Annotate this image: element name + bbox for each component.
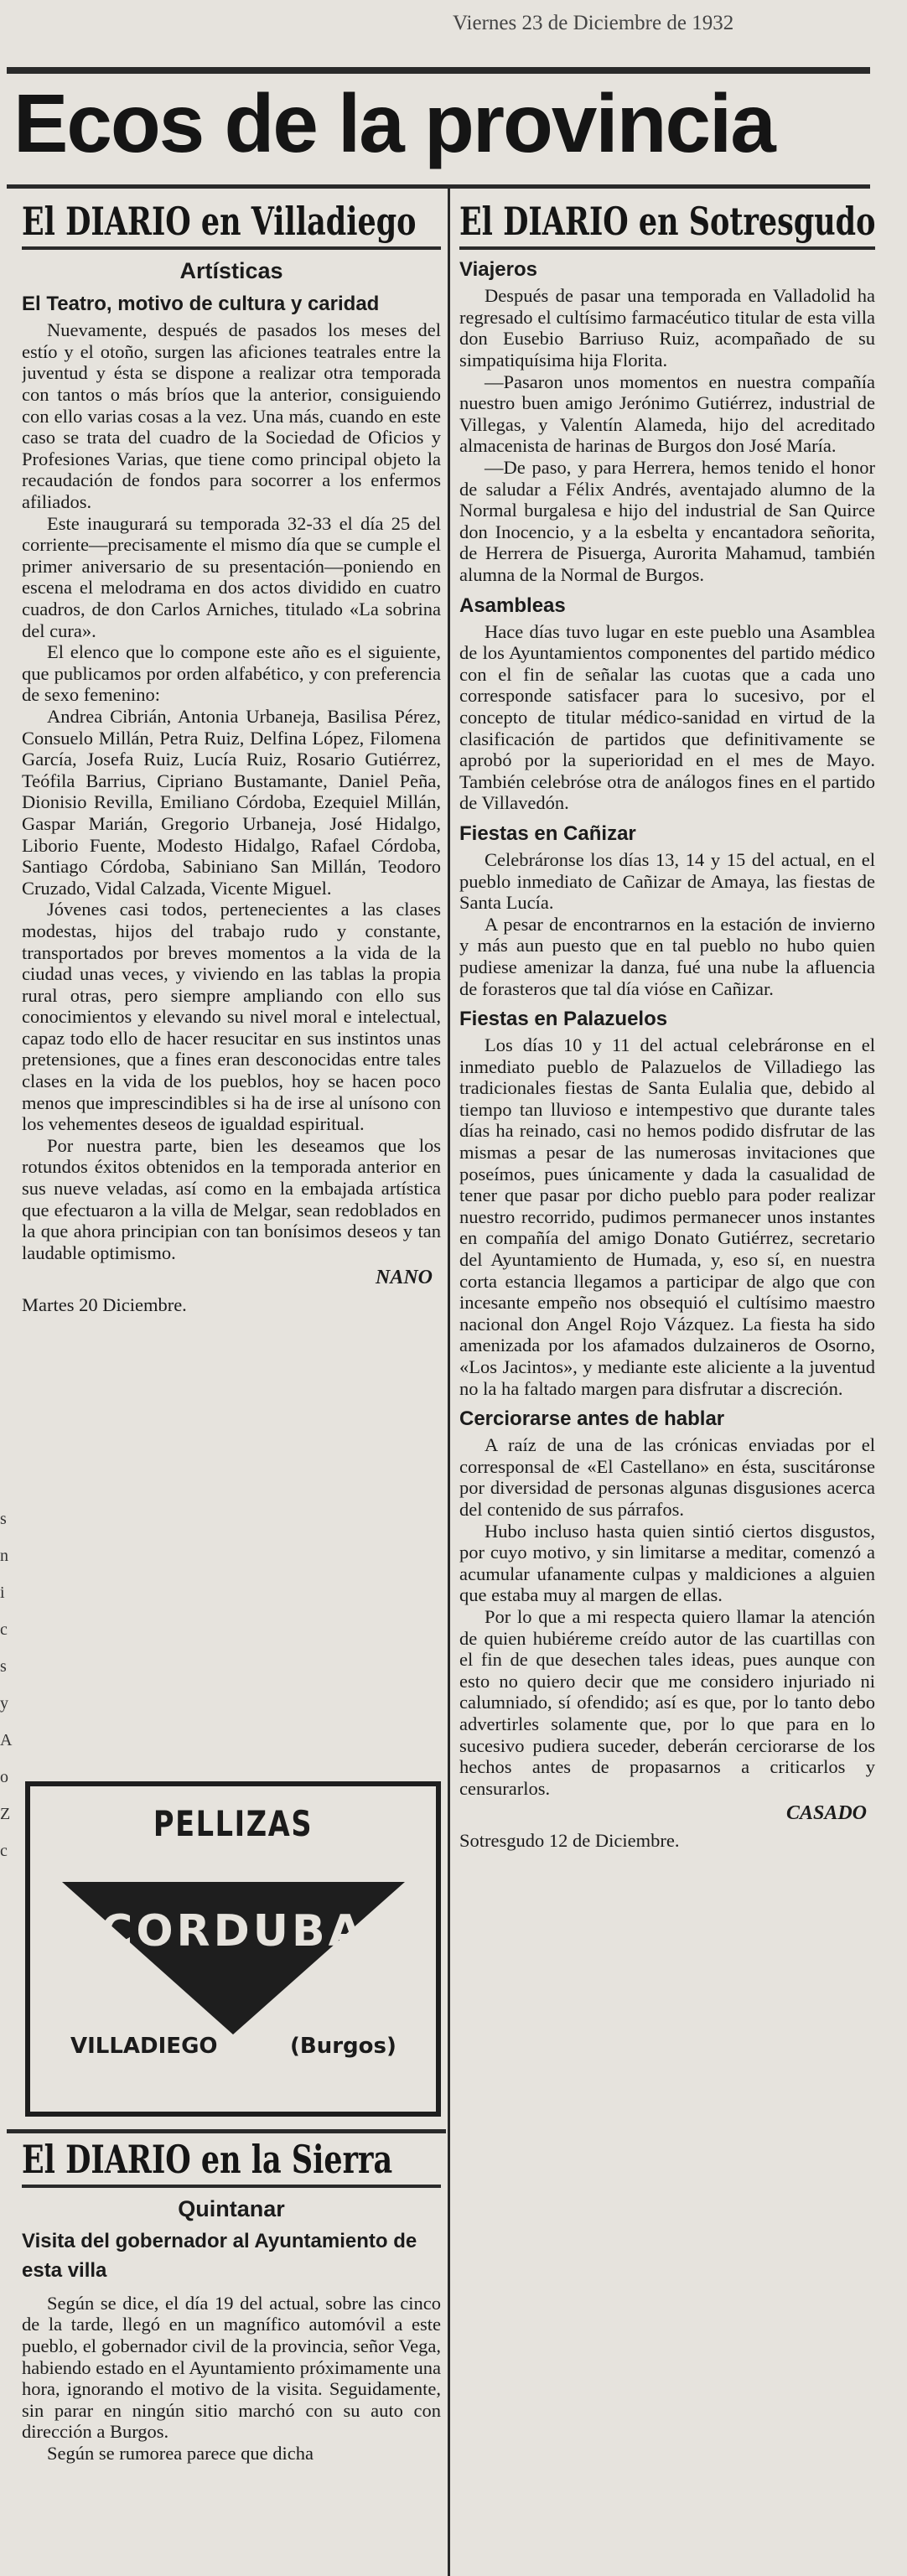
section-title-sotresgudo: El DIARIO en Sotresgudo [459,201,875,244]
article-paragraph: Según se dice, el día 19 del actual, sobre las cinco de la tarde, llegó en un magnífico automóvil a este pueblo, el gobernador civil de la provincia, señor Vega, habiendo estado en el Ayuntamiento próximamente una hora, ignorando el motivo de la visita. Seguidamente, sin parar en ningún sitio marchó con su auto con dirección a Burgos. [22,2292,441,2443]
section-rule [459,246,875,250]
ad-town: VILLADIEGO [70,2034,218,2059]
subsection-artisticas: Artísticas [179,258,283,284]
article-paragraph: Hubo incluso hasta quien sintió ciertos disgustos, por cuyo motivo, y sin limitarse a meditar, comenzó a acumular ufanamente culpas y maldiciones a alguien que estaba muy al margen de ellas. [459,1520,875,1606]
article-paragraph: Hace días tuvo lugar en este pueblo una Asamblea de los Ayuntamientos componentes del partido médico con el fin de señalar las cuotas que a cada uno corresponde satisfacer para lo sucesivo, por el concepto de titular médico-sanidad en virtud de la clasificación de partidos que definitivamente se aprobó por la superioridad en el mes de Mayo. También celebróse otra de análogos fines en el partido de Villavedón. [459,620,875,814]
margin-letter: y [0,1694,8,1713]
article-paragraph: A pesar de encontrarnos en la estación de invierno y más aun puesto que en tal pueblo no hubo quien pudiese amenizar la danza, fué una nube la afluencia de forasteros que tal día vióse en Cañizar. [459,913,875,999]
article-paragraph: Los días 10 y 11 del actual celebráronse en el inmediato pueblo de Palazuelos de Villadiego las tradicionales fiestas de Santa Eulalia que, debido al tiempo tan lluvioso e intempestivo que durante tales días ha reinado, casi no hemos podido disfrutar de las mismas a pesar de las numerosas invitaciones que poseímos, pues únicamente y dada la casualidad de tener que pasar por dicho pueblo para poder realizar nuestro recorrido, pudimos permanecer unos instantes en compañía del amigo Donato Gutiérrez, secretario del Ayuntamiento de Humada, y, eso sí, en nuestra corta estancia llegamos a participar de algo que con incesante empeño nos obsequió el cultísimo maestro nacional don Angel Rojo Vázquez. La fiesta ha sido amenizada por los afamados dulzaineros de Osorno, «Los Jacintos», y mediante este aliciente a la juventud no la ha faltado margen para disfrutar a discreción. [459,1034,875,1399]
margin-letter: o [0,1768,8,1786]
article-paragraph: Después de pasar una temporada en Valladolid ha regresado el cultísimo farmacéutico titular de esta villa don Eusebio Barriuso Ruiz, acompañado de su simpatiquísima hija Florita. [459,285,875,371]
margin-letter: Z [0,1805,11,1823]
article-paragraph: —De paso, y para Herrera, hemos tenido el honor de saludar a Félix Andrés, aventajado alumno de la Normal burgalesa e hijo del industrial de San Quirce don Inocencio, y a la esbelta y encantadora señorita, de Herrera de Pisuerga, Aurorita Mahamud, también alumna de la Normal de Burgos. [459,457,875,586]
heading-asambleas: Asambleas [459,593,566,617]
article-headline-visita: Visita del gobernador al Ayuntamiento de esta villa [22,2230,417,2283]
margin-letter: n [0,1547,8,1565]
margin-letters [0,1501,13,1869]
heading-cerciorarse: Cerciorarse antes de hablar [459,1407,725,1431]
left-column-villadiego [22,201,441,1752]
article-paragraph: Nuevamente, después de pasados los meses del estío y el otoño, surgen las aficiones teatrales entre la juventud y ésta se dispone a realizar otra temporada con tantos o más bríos que la anterior, consiguiendo con ello varias cosas a la vez. Una más, cuando en este caso se trata del cuadro de la Sociedad de Oficios y Profesiones Varias, que tiene como principal objeto la recaudación de fondos para socorrer a los enfermos afiliados. [22,319,441,513]
left-column-sierra [22,2139,441,2571]
article-paragraph: Andrea Cibrián, Antonia Urbaneja, Basilisa Pérez, Consuelo Millán, Petra Ruiz, Delfina López, Filomena García, Josefa Ruiz, Lucía Ruiz, Rosario Gutiérrez, Teófila Barrius, Cipriano Bustamante, Daniel Peña, Dionisio Revilla, Emiliano Córdoba, Ezequiel Millán, Gaspar Marián, Gregorio Urbaneja, José Hidalgo, Liborio Fuente, Modesto Hidalgo, Rafael Córdoba, Santiago Córdoba, Sabiniano San Millán, Teodoro Cruzado, Vidal Calzada, Vicente Miguel. [22,705,441,899]
author-signature: NANO [375,1267,433,1289]
margin-letter: c [0,1842,8,1860]
heading-fiestas-canizar: Fiestas en Cañizar [459,822,636,845]
ad-rule [7,2129,446,2133]
article-paragraph: Por nuestra parte, bien les deseamos que los rotundos éxitos obtenidos en la temporada anterior en sus nueve veladas, así como en la embajada artística que efectuaron a la villa de Melgar, sean redoblados en la que ahora principian con tan bonísimos deseos y tan laudable optimismo. [22,1134,441,1263]
top-rule [7,67,870,74]
margin-letter: s [0,1510,7,1528]
ad-province: (Burgos) [290,2034,396,2059]
subsection-quintanar: Quintanar [178,2196,285,2222]
column-divider [448,189,450,2576]
margin-letter: s [0,1657,7,1676]
margin-letter: c [0,1620,8,1639]
right-column-sotresgudo [459,201,875,2573]
advertisement-pellizas [25,1781,441,2117]
ad-brand: CORDUBA [101,1906,365,1957]
ad-logo-triangle [55,1879,412,2038]
margin-letter: i [0,1583,5,1602]
article-paragraph: Celebráronse los días 13, 14 y 15 del actual, en el pueblo inmediato de Cañizar de Amaya, las fiestas de Santa Lucía. [459,848,875,914]
article-paragraph: Según se rumorea parece que dicha [47,2443,314,2465]
article-paragraph: —Pasaron unos momentos en nuestra compañía nuestro buen amigo Jerónimo Gutiérrez, industrial de Villegas, y Valentín Alameda, hijo del acreditado almacenista de harinas de Burgos don José María. [459,371,875,457]
article-dateline: Sotresgudo 12 de Diciembre. [459,1830,680,1852]
masthead-rule [7,184,870,189]
section-rule [22,246,441,250]
section-title-villadiego: El DIARIO en Villadiego [22,201,417,244]
heading-fiestas-palazuelos: Fiestas en Palazuelos [459,1008,668,1031]
article-dateline: Martes 20 Diciembre. [22,1294,187,1316]
margin-letter: A [0,1731,13,1749]
article-paragraph: A raíz de una de las crónicas enviadas por el corresponsal de «El Castellano» en ésta, suscitáronse por diversidad de personas algunas disgusiones acerca del contenido de sus párrafos. [459,1434,875,1520]
ad-title: PELLIZAS [153,1803,314,1844]
article-paragraph: Jóvenes casi todos, pertenecientes a las clases modestas, hijos del trabajo rudo y constante, transportados por breves momentos a la vida de la ciudad unas veces, y viviendo en las tablas la propia rural otras, pero siempre ampliando con ello sus conocimientos y elevando su nivel moral e intelectual, capaz todo ello de hacer resucitar en sus instintos unas pretensiones, que a fines eran desconocidas entre tales clases en la vida de los pueblos, hoy se hacen poco menos que imprescindibles si ha de irse al unísono con los vehementes deseos de igualdad espiritual. [22,899,441,1135]
author-signature: CASADO [785,1802,867,1825]
article-paragraph: Este inaugurará su temporada 32-33 el día 25 del corriente—precisamente el mismo día que se cumple el primer aniversario de su presentación—poniendo en escena el melodrama en dos actos dividido en cuatro cuadros, de don Carlos Arniches, titulado «La sobrina del cura». [22,512,441,641]
section-rule [22,2185,441,2188]
article-paragraph: El elenco que lo compone este año es el siguiente, que publicamos por orden alfabético, y con preferencia de sexo femenino: [22,641,441,706]
section-title-sierra: El DIARIO en la Sierra [22,2139,393,2182]
article-paragraph: Por lo que a mi respecta quiero llamar la atención de quien hubiéreme creído autor de las cuartillas con el fin de que desechen tales ideas, pues aunque con esto no quiero decir que me considero injuriado ni calumniado, sí ofendido; así es que, por lo tanto debo advertirles solamente que, por lo que para en lo sucesivo pudiera suceder, deberán cerciorarse de los hechos antes de propasarnos a criticarlos y censurarlos. [459,1605,875,1799]
heading-viajeros: Viajeros [459,258,537,282]
issue-date: Viernes 23 de Diciembre de 1932 [453,12,734,34]
masthead-title: Ecos de la provincia [13,77,775,169]
article-headline-teatro: El Teatro, motivo de cultura y caridad [22,293,380,316]
